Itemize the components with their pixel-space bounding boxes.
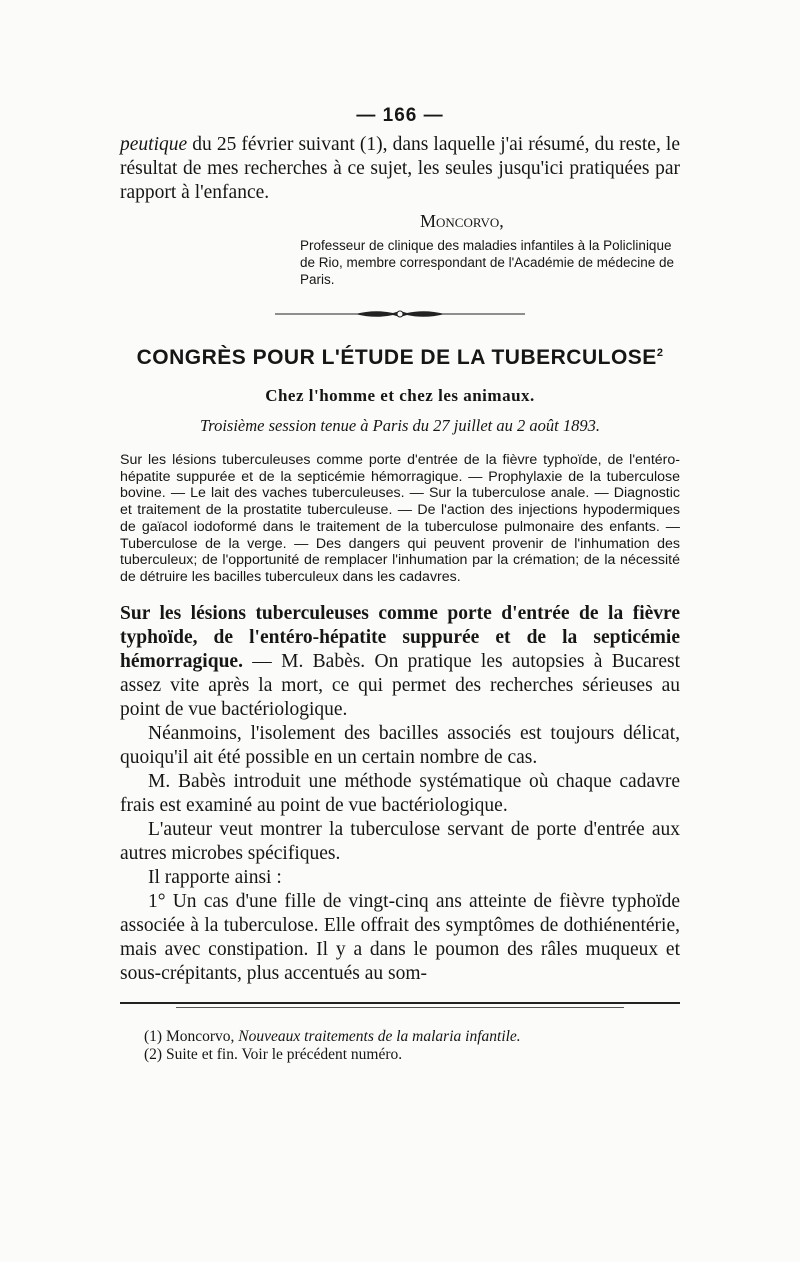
footnote <box>144 1046 680 1064</box>
signature-name: Moncorvo, <box>420 211 504 231</box>
body-paragraph: Il rapporte ainsi : <box>148 866 282 888</box>
footnote-rule <box>120 1002 680 1004</box>
footnote-text: Moncorvo, <box>165 1027 239 1045</box>
congress-title-note: 2 <box>656 347 664 359</box>
signature-title: Professeur de clinique des maladies infantiles à la Policlinique de Rio, membre correspondant de l'Académie de médecine de Paris. <box>300 238 675 287</box>
ornament-divider-icon <box>275 308 525 320</box>
footnote-mark: (1) <box>144 1027 163 1045</box>
section-lead-text: — M. Babès. On pratique les autopsies à Bucarest assez vite après la mort, ce qui permet des recherches sérieuses au point de vue bactériologique. <box>120 650 680 720</box>
congress-title <box>120 346 680 370</box>
session-line: Troisième session tenue à Paris du 27 juillet au 2 août 1893. <box>200 416 600 435</box>
intro-lead-italic: peutique <box>120 134 188 155</box>
intro-rest: du 25 février suivant (1), dans laquelle j'ai résumé, du reste, le résultat de mes recherches à ce sujet, les seules jusqu'ici pratiquées par rapport à l'enfance. <box>120 134 680 203</box>
footnotes <box>120 1028 680 1064</box>
footnote-rule-thin <box>176 1007 624 1008</box>
section-paragraph <box>120 602 680 722</box>
body-paragraph: Néanmoins, l'isolement des bacilles associés est toujours délicat, quoiqu'il ait été possible en un certain nombre de cas. <box>120 722 680 768</box>
body-paragraph: M. Babès introduit une méthode systématique où chaque cadavre frais est examiné au point de vue bactériologique. <box>120 770 680 816</box>
intro-paragraph <box>120 133 680 205</box>
congress-subtitle: Chez l'homme et chez les animaux. <box>265 386 535 405</box>
footnote-mark: (2) <box>144 1045 163 1063</box>
footnote-italic: Nouveaux traitements de la malaria infantile. <box>238 1027 521 1045</box>
body-paragraph: 1° Un cas d'une fille de vingt-cinq ans atteinte de fièvre typhoïde associée à la tuberculose. Elle offrait des symptômes de dothiénentérie, mais avec constipation. Il y a dans le poumon des râles muqueux et sous-crépitants, plus accentués au som- <box>120 890 680 984</box>
document-page <box>120 105 680 1064</box>
footnote-text: Suite et fin. Voir le précédent numéro. <box>165 1045 403 1063</box>
footnote <box>144 1028 680 1046</box>
summary-paragraph: Sur les lésions tuberculeuses comme porte d'entrée de la fièvre typhoïde, de l'entéro-hépatite suppurée et de la septicémie hémorragique. — Prophylaxie de la tuberculose bovine. — Le lait des vaches tuberculeuses. — Sur la tuberculose anale. — Diagnostic et traitement de la prostatite tuberculeuse. — De l'action des injections hypodermiques de gaïacol iodoformé dans le traitement de la tuberculose pulmonaire des enfants. — Tuberculose de la verge. — Des dangers qui peuvent provenir de l'inhumation des tuberculeux; de l'opportunité de remplacer l'inhumation par la crémation; de la nécessité de détruire les bacilles tuberculeux dans les cadavres. <box>120 452 680 585</box>
page-number: — 166 — <box>356 105 444 126</box>
section-heading: Sur les lésions tuberculeuses comme porte d'entrée de la fièvre typhoïde, de l'entéro-hépatite suppurée et de la septicémie hémorragique. <box>120 602 680 672</box>
body-paragraph: L'auteur veut montrer la tuberculose servant de porte d'entrée aux autres microbes spécifiques. <box>120 818 680 864</box>
congress-title-text: CONGRÈS POUR L'ÉTUDE DE LA TUBERCULOSE <box>136 346 657 369</box>
